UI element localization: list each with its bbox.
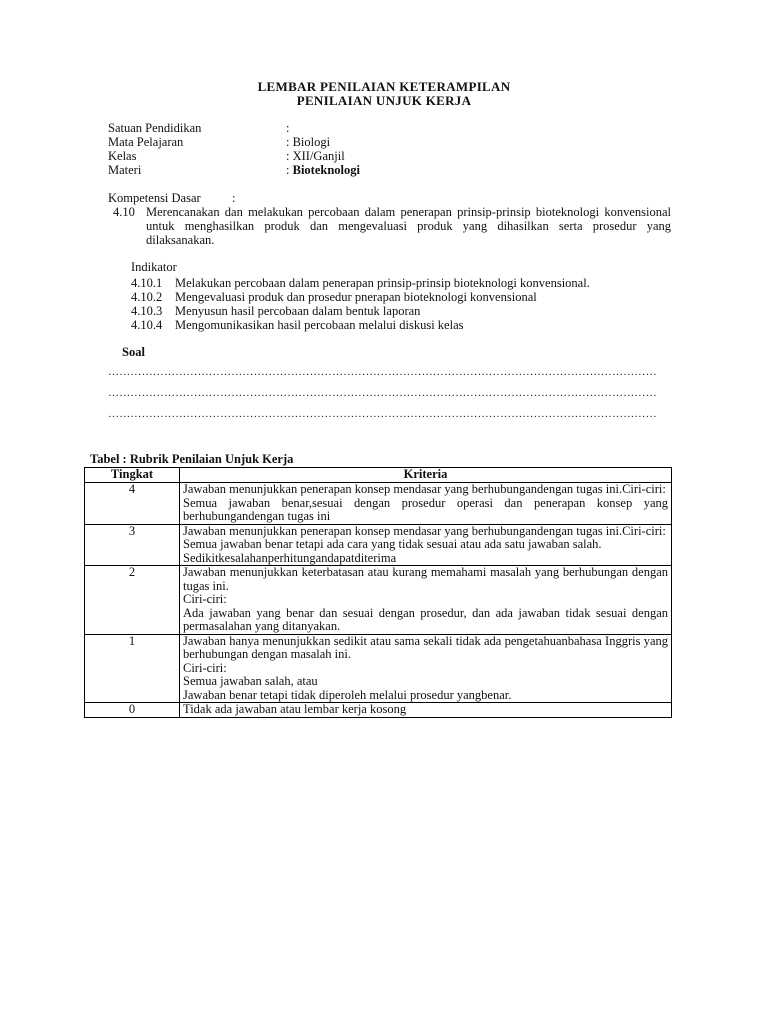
info-value: : Biologi bbox=[286, 135, 331, 149]
indikator-number: 4.10.2 bbox=[131, 290, 163, 304]
criteria-line: Semua jawaban benar,sesuai dengan prosedur operasi dan penerapan konsep yang berhubungandengan tugas ini bbox=[183, 495, 668, 523]
info-label: Mata Pelajaran bbox=[108, 135, 184, 149]
criteria-line: Jawaban menunjukkan penerapan konsep mendasar yang berhubungandengan tugas ini.Ciri-ciri: bbox=[183, 482, 666, 496]
indikator-number: 4.10.4 bbox=[131, 318, 163, 332]
info-row-kelas bbox=[108, 149, 508, 163]
table-row bbox=[85, 703, 672, 718]
soal-label: Soal bbox=[122, 345, 145, 359]
criteria-line: Semua jawaban benar tetapi ada cara yang tidak sesuai atau ada satu jawaban salah. bbox=[183, 537, 602, 551]
criteria-cell bbox=[180, 703, 672, 718]
info-row-mapel bbox=[108, 135, 508, 149]
rubric-table bbox=[84, 467, 672, 718]
info-label: Materi bbox=[108, 163, 142, 177]
criteria-line: Jawaban benar tetapi tidak diperoleh melalui prosedur yangbenar. bbox=[183, 687, 512, 702]
list-item bbox=[131, 304, 671, 318]
info-value: : bbox=[286, 121, 290, 135]
document-subtitle: PENILAIAN UNJUK KERJA bbox=[296, 93, 472, 108]
criteria-line: Ada jawaban yang benar dan sesuai dengan prosedur, dan ada jawaban tidak sesuai dengan permasalahan yang ditanyakan. bbox=[183, 605, 668, 633]
indikator-text: Menyusun hasil percobaan dalam bentuk laporan bbox=[175, 304, 421, 318]
criteria-cell bbox=[180, 483, 672, 525]
kompetensi-text: Merencanakan dan melakukan percobaan dalam penerapan prinsip-prinsip bioteknologi konvensional untuk menghasilkan produk dan mengevaluasi produk yang dihasilkan serta prosedur yang dilaksanakan. bbox=[146, 205, 671, 247]
info-row-materi bbox=[108, 163, 508, 177]
table-row bbox=[85, 483, 672, 525]
criteria-cell bbox=[180, 524, 672, 566]
kompetensi-label: Kompetensi Dasar bbox=[108, 191, 201, 205]
kompetensi-item bbox=[113, 205, 671, 247]
criteria-cell bbox=[180, 634, 672, 703]
level-cell: 1 bbox=[85, 634, 180, 703]
level-cell: 4 bbox=[85, 483, 180, 525]
materi-value: Bioteknologi bbox=[292, 163, 360, 177]
kompetensi-number: 4.10 bbox=[113, 205, 135, 219]
indikator-text: Mengevaluasi produk dan prosedur pnerapan bioteknologi konvensional bbox=[175, 290, 537, 304]
table-row bbox=[85, 634, 672, 703]
criteria-line: Ciri-ciri: bbox=[183, 660, 227, 675]
indikator-text: Melakukan percobaan dalam penerapan prinsip-prinsip bioteknologi konvensional. bbox=[175, 276, 590, 290]
info-value: : XII/Ganjil bbox=[286, 149, 345, 163]
header-tingkat: Tingkat bbox=[85, 468, 180, 483]
criteria-line: Jawaban menunjukkan keterbatasan atau kurang memahami masalah yang berhubungan dengan tugas ini. bbox=[183, 565, 668, 593]
info-row-satuan bbox=[108, 121, 508, 135]
info-label: Kelas bbox=[108, 149, 137, 163]
level-cell: 3 bbox=[85, 524, 180, 566]
kompetensi-colon: : bbox=[232, 191, 236, 205]
table-header-row bbox=[85, 468, 672, 483]
criteria-cell bbox=[180, 566, 672, 635]
table-caption: Tabel : Rubrik Penilaian Unjuk Kerja bbox=[90, 452, 294, 466]
list-item bbox=[131, 290, 671, 304]
criteria-line: Sedikitkesalahanperhitungandapatditerima bbox=[183, 550, 397, 565]
indikator-list bbox=[131, 276, 671, 332]
criteria-line: Tidak ada jawaban atau lembar kerja kosong bbox=[183, 702, 407, 716]
answer-line-1: ………………………………………………………………………………………………………………………………… bbox=[108, 366, 657, 378]
list-item bbox=[131, 318, 671, 332]
header-kriteria: Kriteria bbox=[180, 468, 672, 483]
indikator-label: Indikator bbox=[131, 260, 177, 274]
identity-block bbox=[108, 121, 508, 177]
criteria-line: Jawaban hanya menunjukkan sedikit atau sama sekali tidak ada pengetahuanbahasa Inggris yang berhubungan dengan masalah ini. bbox=[183, 633, 668, 661]
level-cell: 0 bbox=[85, 703, 180, 718]
table-row bbox=[85, 566, 672, 635]
criteria-line: Jawaban menunjukkan penerapan konsep mendasar yang berhubungandengan tugas ini.Ciri-ciri: bbox=[183, 523, 666, 538]
indikator-text: Mengomunikasikan hasil percobaan melalui diskusi kelas bbox=[175, 318, 464, 332]
info-label: Satuan Pendidikan bbox=[108, 121, 202, 135]
answer-line-3: ………………………………………………………………………………………………………………………………… bbox=[108, 408, 657, 420]
indikator-number: 4.10.1 bbox=[131, 276, 163, 290]
document-title: LEMBAR PENILAIAN KETERAMPILAN bbox=[257, 79, 511, 94]
info-value bbox=[286, 163, 360, 177]
criteria-line: Semua jawaban salah, atau bbox=[183, 674, 318, 688]
level-cell: 2 bbox=[85, 566, 180, 635]
list-item bbox=[131, 276, 671, 290]
info-value-prefix: : bbox=[286, 163, 293, 177]
indikator-number: 4.10.3 bbox=[131, 304, 163, 318]
kompetensi-label-row bbox=[108, 191, 236, 206]
criteria-line: Ciri-ciri: bbox=[183, 592, 227, 606]
table-row bbox=[85, 524, 672, 566]
answer-line-2: ………………………………………………………………………………………………………………………………… bbox=[108, 387, 657, 399]
